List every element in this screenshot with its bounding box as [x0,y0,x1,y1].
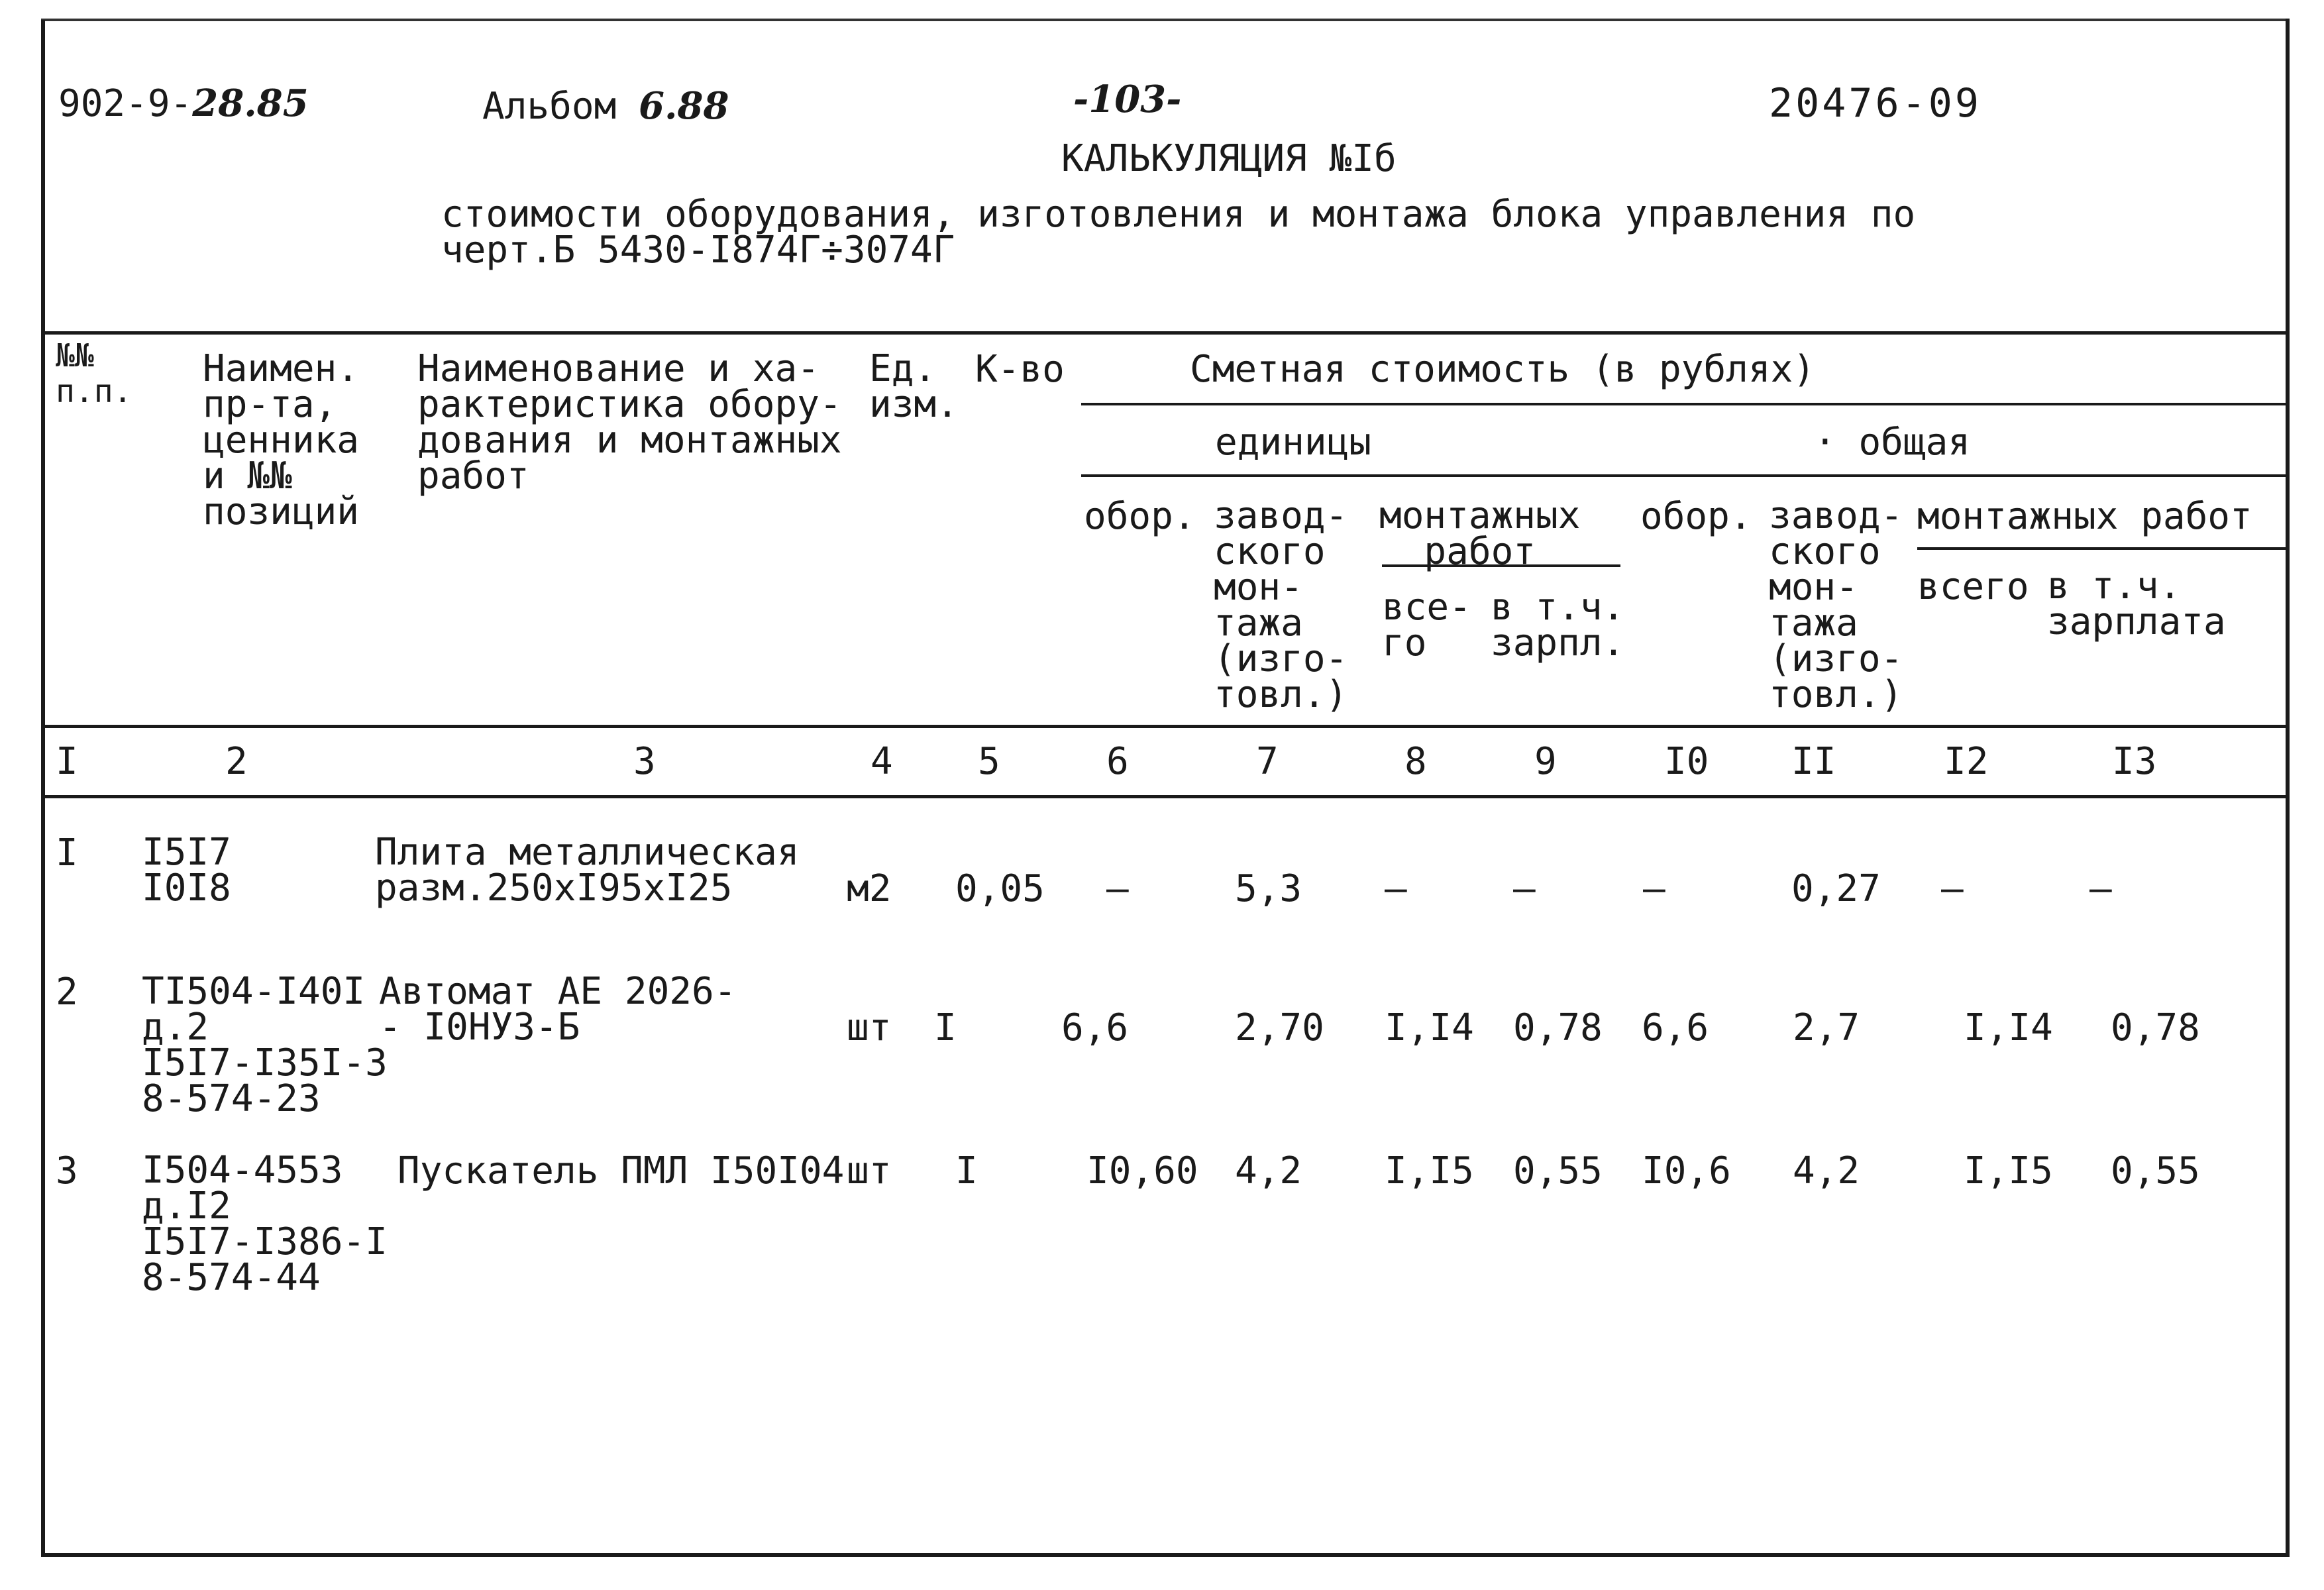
colnum-3: 3 [633,740,656,783]
row1-c7: 5,3 [1235,867,1302,910]
header-mount-unit-group: монтажных работ [1379,494,1581,573]
header-col10: обор. [1640,495,1752,538]
header-unit-group: единицы [1215,421,1372,464]
header-bottom-rule [41,725,2290,728]
row2-c8: I,I4 [1385,1006,1474,1049]
row2-c10: 6,6 [1642,1006,1709,1049]
row2-c9: 0,78 [1513,1006,1603,1049]
header-col11: завод- ского мон- тажа (изго- товл.) [1769,494,1903,716]
row3-code: I504-4553 д.I2 I5I7-I386-I 8-574-44 [142,1149,388,1299]
calc-subtitle-line1: стоимости оборудования, изготовления и монтажа блока управления по [441,193,1916,236]
row2-c12: I,I4 [1964,1006,2053,1049]
column-numbers-rule [41,795,2290,798]
row2-c6: 6,6 [1061,1006,1129,1049]
series-handwritten: 28.85 [192,81,309,125]
row3-name: Пускатель ПМЛ I50I04 [397,1149,845,1192]
header-mount-total-group: монтажных работ [1917,495,2252,538]
row3-c13: 0,55 [2111,1149,2200,1192]
album-label: Альбом [482,85,617,128]
row3-c12: I,I5 [1964,1149,2053,1192]
row2-c13: 0,78 [2111,1006,2200,1049]
header-col12: всего [1917,565,2029,608]
header-col3: Наименование и ха- рактеристика обору- дования и монтажных работ [417,347,842,498]
row3-c11: 4,2 [1793,1149,1860,1192]
header-col9: в т.ч. зарпл. [1491,586,1625,664]
row2-code: TI504-I40I д.2 I5I7-I35I-3 8-574-23 [142,970,388,1120]
series-prefix: 902-9- [58,82,193,125]
row3-qty: I [955,1149,978,1192]
row1-name: Плита металлическая разм.250хI95хI25 [375,831,800,910]
colnum-6: 6 [1106,740,1129,783]
table-top-rule [41,331,2290,335]
header-cost-group: Сметная стоимость (в рублях) [1190,348,1816,391]
frame-left-border [41,20,45,1557]
row1-c10: – [1643,867,1665,910]
colnum-10: I0 [1664,740,1709,783]
colnum-7: 7 [1256,740,1279,783]
colnum-1: I [56,740,78,783]
row2-c7: 2,70 [1235,1006,1324,1049]
colnum-9: 9 [1534,740,1557,783]
header-col1: №№ п.п. [56,337,132,410]
row2-name: Автомат АЕ 2026- - I0НУ3-Б [379,970,737,1049]
row1-c8: – [1385,867,1407,910]
header-col13: в т.ч. зарплата [2047,564,2226,643]
header-col8: все- го [1382,586,1471,664]
row2-qty: I [934,1006,957,1049]
row3-c8: I,I5 [1385,1149,1474,1192]
mount-total-rule [1917,547,2286,550]
row3-c7: 4,2 [1235,1149,1302,1192]
unit-total-rule [1081,474,2286,477]
colnum-8: 8 [1404,740,1427,783]
album-ref [482,84,729,128]
row1-c9: – [1513,867,1536,910]
row3-c9: 0,55 [1513,1149,1603,1192]
row1-qty: 0,05 [955,867,1045,910]
colnum-2: 2 [225,740,248,783]
calc-subtitle-line2: черт.Б 5430-I874Г÷3074Г [441,229,955,272]
page-number: -103- [1073,78,1182,121]
frame-bottom-border [41,1553,2290,1557]
row1-unit: м2 [847,867,892,910]
row2-num: 2 [56,971,78,1014]
row1-c6: – [1106,867,1129,910]
header-col6: обор. [1084,495,1196,538]
row1-c13: – [2089,867,2112,910]
series-number [58,81,309,125]
album-handwritten: 6.88 [639,84,729,128]
frame-top-border [41,19,2287,21]
row1-num: I [56,831,78,874]
colnum-12: I2 [1944,740,1989,783]
row2-c11: 2,7 [1793,1006,1860,1049]
calc-heading: КАЛЬКУЛЯЦИЯ №Iб [1061,137,1397,180]
row1-c12: – [1941,867,1964,910]
cost-group-rule [1081,403,2286,405]
header-col5: К-во [975,348,1065,391]
header-col7: завод- ского мон- тажа (изго- товл.) [1214,494,1348,716]
frame-right-border [2286,19,2290,1557]
header-col4: Ед. изм. [869,347,959,426]
header-total-group: · общая [1814,421,1971,464]
row3-num: 3 [56,1149,78,1192]
row1-code: I5I7 I0I8 [142,831,231,910]
colnum-11: II [1791,740,1836,783]
header-total-label: общая [1858,421,1971,464]
row3-c10: I0,6 [1642,1149,1731,1192]
document-number: 20476-09 [1769,80,1981,127]
header-col2: Наимен. пр-та, ценника и №№ позиций [203,347,360,533]
row2-unit: шт [847,1006,892,1049]
row3-unit: шт [847,1149,892,1192]
colnum-4: 4 [871,740,893,783]
colnum-13: I3 [2112,740,2157,783]
colnum-5: 5 [978,740,1000,783]
row3-c6: I0,60 [1086,1149,1198,1192]
row1-c11: 0,27 [1791,867,1881,910]
